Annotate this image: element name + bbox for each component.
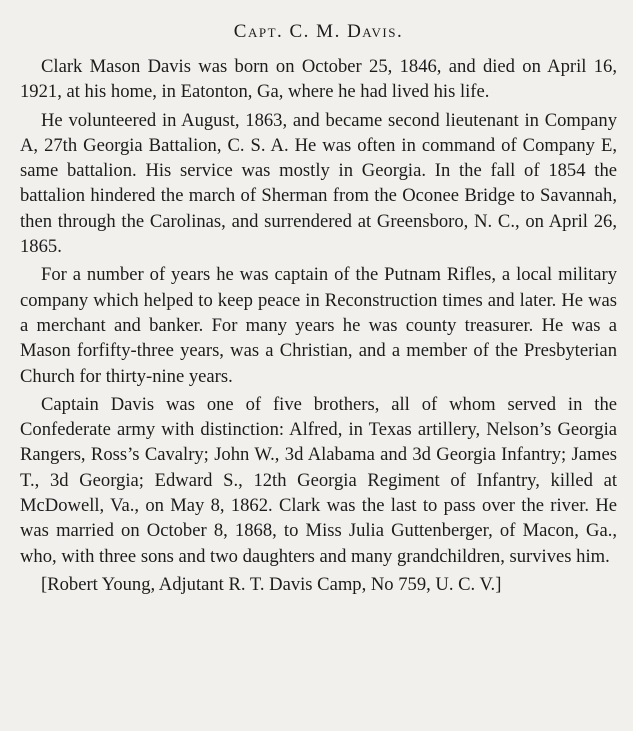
paragraph-family: Captain Davis was one of five brothers, all of whom served in the Confederate army with distinction: Alfred, in Texas artillery, Nelson’s Georgia Rangers, Ross’s Cavalry; John W., 3d Alabama and 3d Georgia Infantry; James T., 3d Georgia; Edward S., 12th Georgia Regiment of Infantry, killed at McDowell, Va., on May 8, 1862. Clark was the last to pass over the river. He was married on October 8, 1868, to Miss Julia Guttenberger, of Macon, Ga., who, with three sons and two daughters and many grandchildren, survives him. — [20, 393, 617, 567]
paragraph-civic-life: For a number of years he was captain of the Putnam Rifles, a local military company which helped to keep peace in Reconstruction times and later. He was a merchant and banker. For many years he was county treasurer. He was a Mason forfifty-three years, was a Christian, and a member of the Presbyterian Church for thirty-nine years. — [20, 264, 617, 387]
obituary-title: Capt. C. M. Davis. — [233, 21, 404, 42]
paragraph-birth-death: Clark Mason Davis was born on October 25, 1846, and died on April 16, 1921, at his home, in Eatonton, Ga, where he had lived his life. — [20, 56, 617, 103]
paragraph-military-service: He volunteered in August, 1863, and became second lieutenant in Company A, 27th Georgia Battalion, C. S. A. He was often in command of Company E, same battalion. His service was mostly in Georgia. In the fall of 1854 the battalion hindered the march of Sherman from the Oconee Bridge to Savannah, then through the Carolinas, and surrendered at Greensboro, N. C., on April 26, 1865. — [20, 109, 617, 258]
author-citation: [Robert Young, Adjutant R. T. Davis Camp, No 759, U. C. V.] — [41, 573, 502, 595]
